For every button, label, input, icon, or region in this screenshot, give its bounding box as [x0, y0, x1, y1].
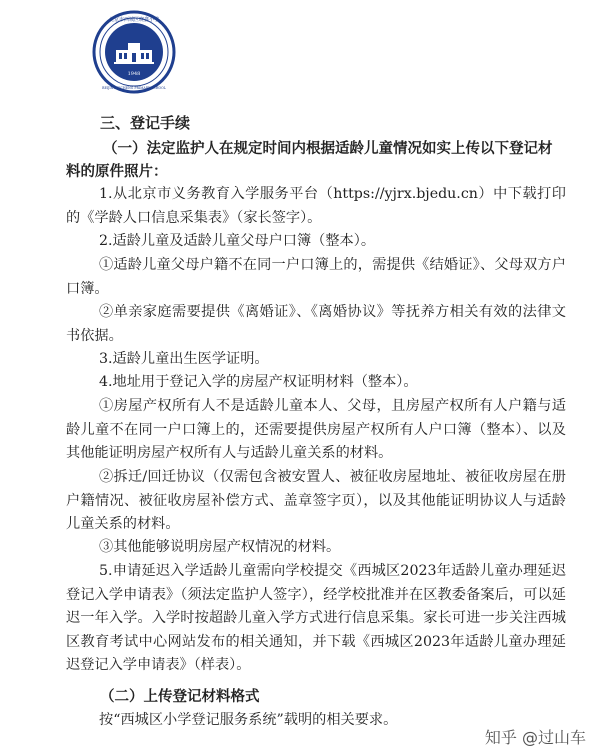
school-logo [92, 10, 176, 94]
logo-arc-text: 北京市西城区晓鑫小学 [108, 17, 160, 23]
school-seal-icon [92, 10, 176, 94]
paragraph-6: 4.地址用于登记入学的房屋产权证明材料（整本）。 [99, 374, 418, 390]
paragraph-7: ①房屋产权所有人不是适龄儿童本人、父母，且房屋产权所有人户籍与适龄儿童不在同一户口簿上的，还需要提供房屋产权所有人户口簿（整本）、以及其他能证明房屋产权所有人与适龄儿童关系的材料。 [66, 398, 566, 461]
paragraph-8: ②拆迁/回迁协议（仅需包含被安置人、被征收房屋地址、被征收房屋在册户籍情况、被征收房屋补偿方式、盖章签字页），以及其他能证明协议人与适龄儿童关系的材料。 [66, 469, 566, 532]
paragraph-5: 3.适龄儿童出生医学证明。 [99, 351, 269, 367]
paragraph-1: 1.从北京市义务教育入学服务平台（https://yjrx.bjedu.cn）中下载打印的《学龄人口信息采集表》（家长签字）。 [66, 186, 566, 226]
paragraph-2: 2.适龄儿童及适龄儿童父母户口簿（整本）。 [99, 233, 376, 249]
zhihu-watermark: 知乎 @过山车 [484, 728, 586, 747]
paragraph-10: 5.申请延迟入学适龄儿童需向学校提交《西城区2023年适龄儿童办理延迟登记入学申请表》（须法定监护人签字），经学校批准并在区教委备案后，可以延迟一年入学。入学时按超龄儿童入学方式进行信息采集。家长可进一步关注西城区教育考试中心网站发布的相关通知，并下载《西城区2023年适龄儿童办理延迟登记入学申请表》（样表）。 [66, 563, 566, 673]
logo-year: 1948 [127, 71, 141, 77]
paragraph-11: 按“西城区小学登记服务系统”载明的相关要求。 [99, 712, 398, 728]
section2-title: （二）上传登记材料格式 [100, 688, 260, 705]
section1-title: （一）法定监护人在规定时间内根据适龄儿童情况如实上传以下登记材料的原件照片： [66, 140, 553, 180]
paragraph-9: ③其他能够说明房屋产权情况的材料。 [99, 539, 341, 555]
section-heading: 三、登记手续 [100, 114, 191, 132]
paragraph-3: ①适龄儿童父母户籍不在同一户口簿上的，需提供《结婚证》、父母双方户口簿。 [66, 257, 566, 297]
paragraph-4: ②单亲家庭需要提供《离婚证》、《离婚协议》等抚养方相关有效的法律文书依据。 [66, 304, 566, 344]
logo-bottom-text: BEIJING XICHENG PRIMARY SCHOOL [102, 86, 166, 90]
